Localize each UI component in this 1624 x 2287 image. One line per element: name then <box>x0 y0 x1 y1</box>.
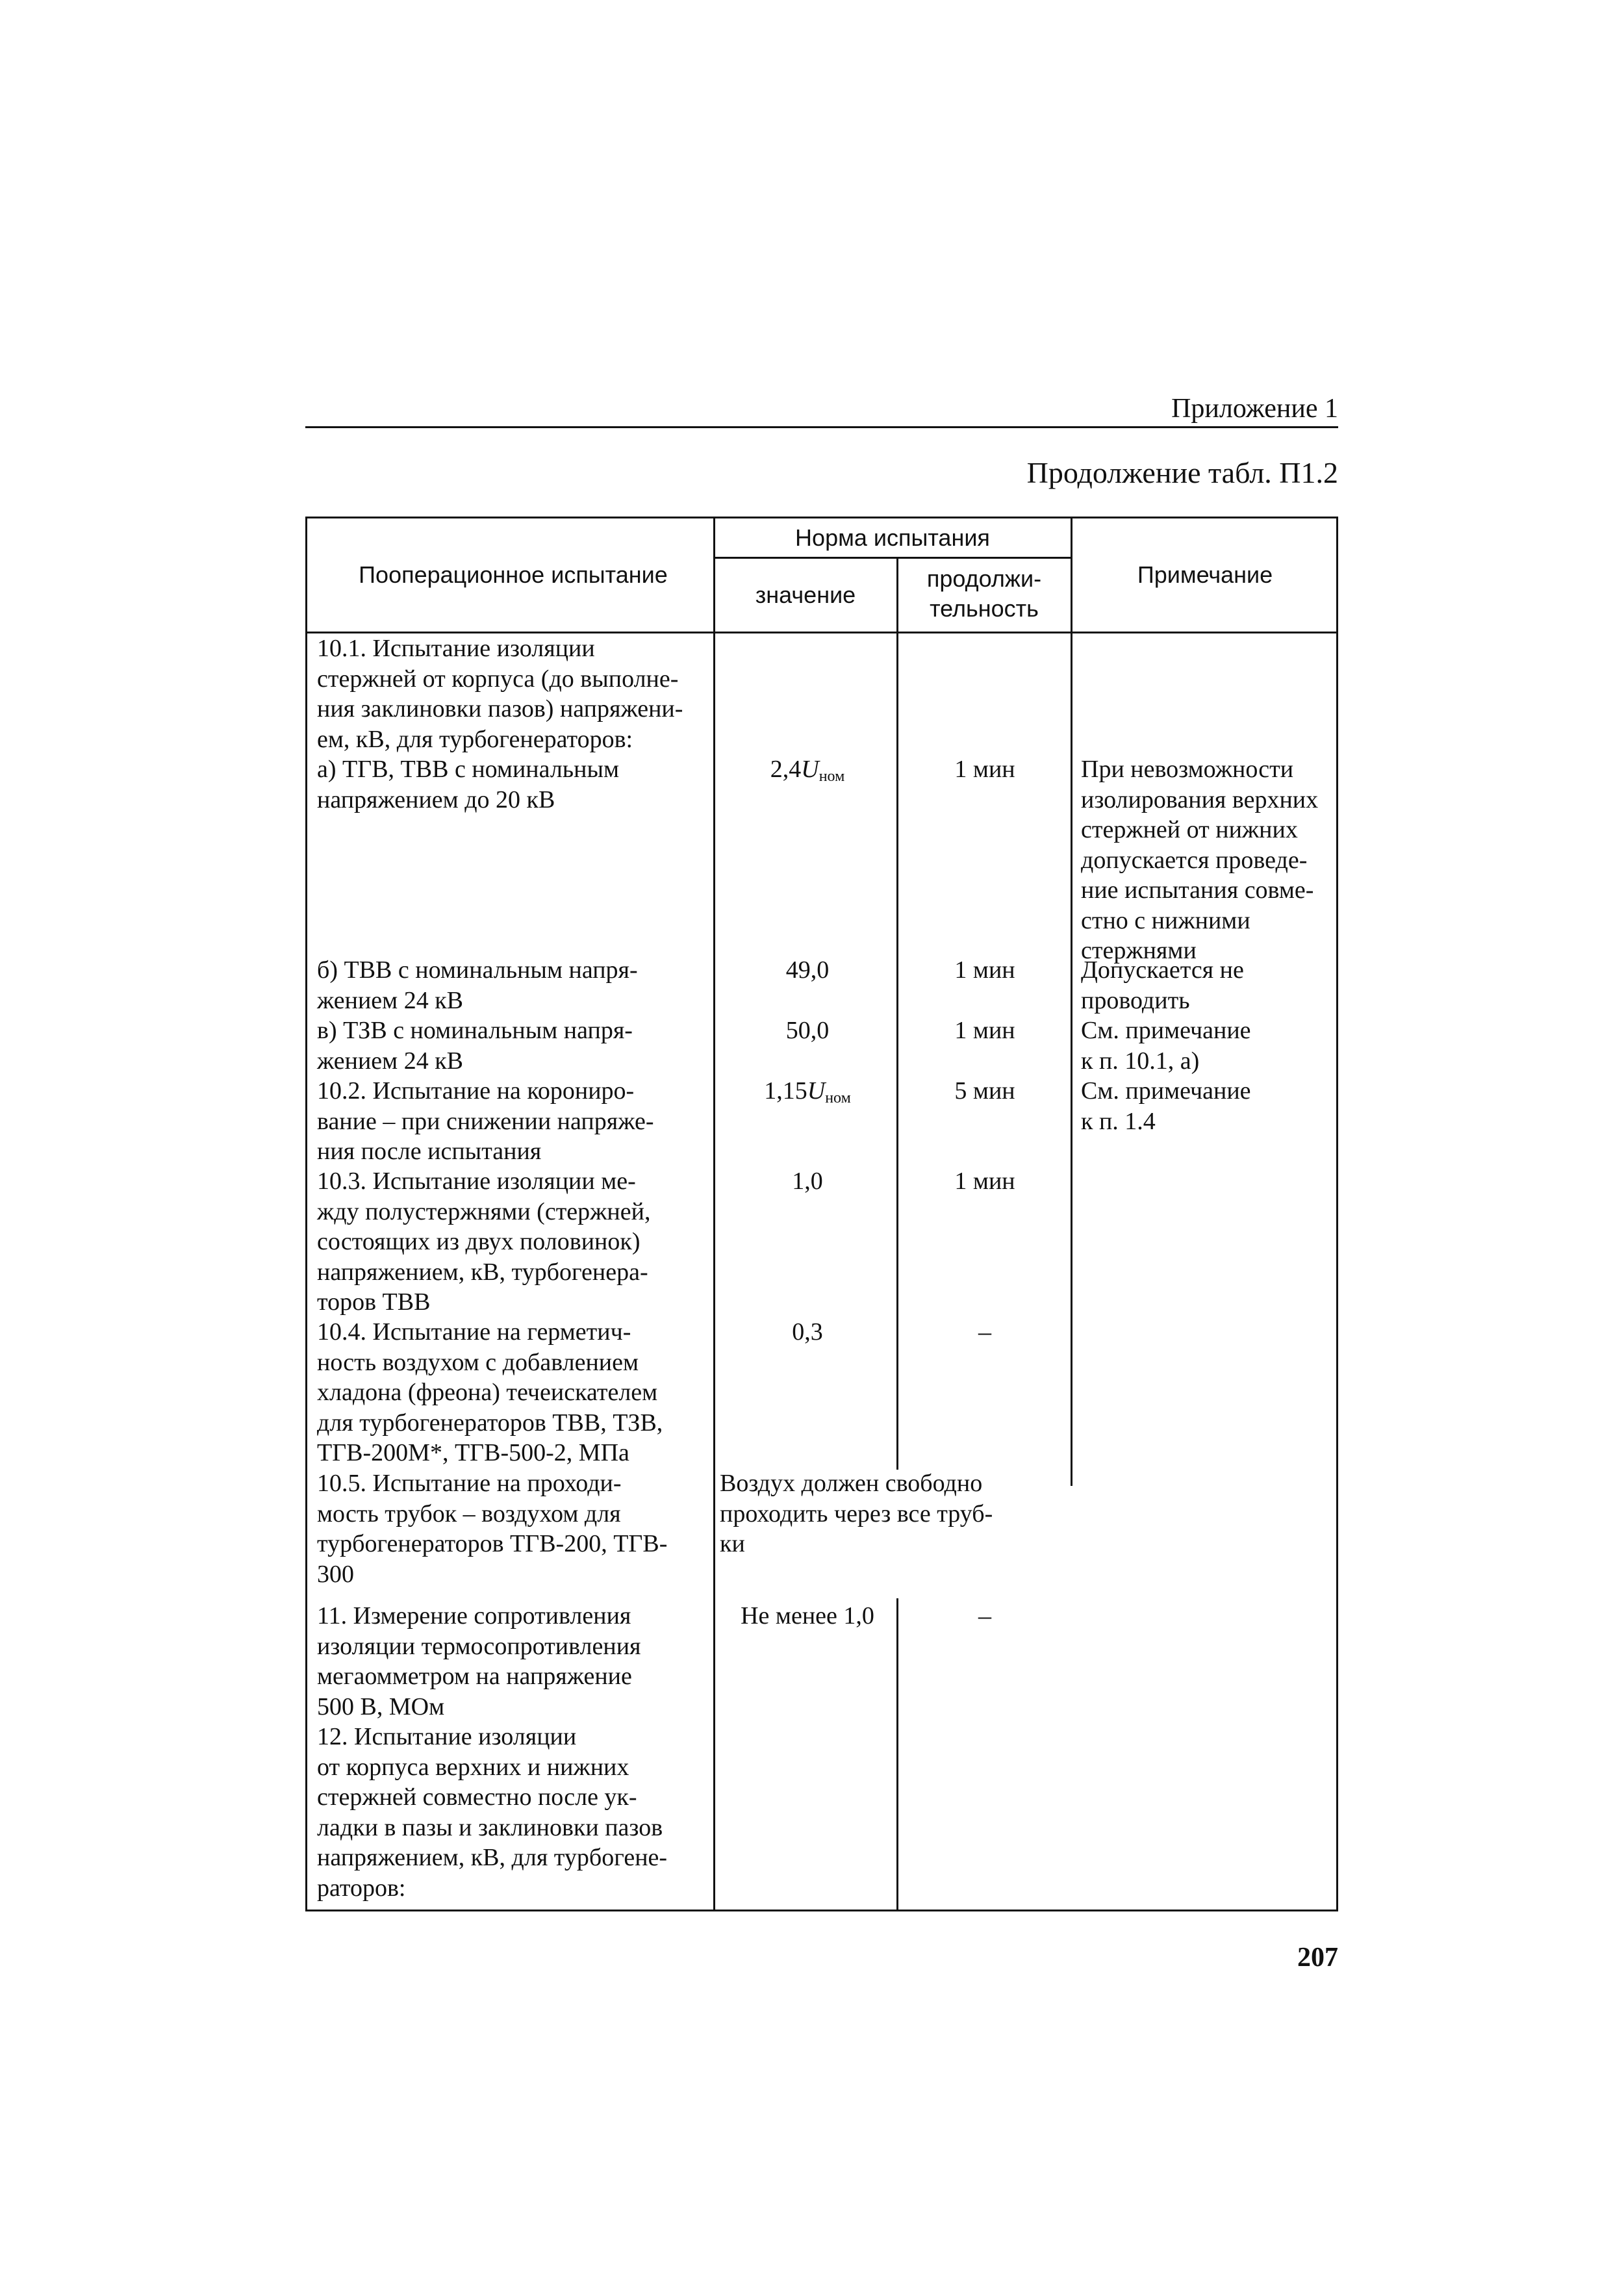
row-10-5-operation: 10.5. Испытание на проходи- мость трубок – воздухом для турбогенераторов ТГВ-200, ТГВ- 300 <box>317 1470 668 1588</box>
row-10-3-duration: 1 мин <box>954 1168 1015 1195</box>
column-divider-2-lower <box>896 1598 898 1911</box>
table-continuation-title: Продолжение табл. П1.2 <box>1026 456 1338 489</box>
row-10-4-value: 0,3 <box>792 1318 823 1346</box>
row-10-4-duration: – <box>978 1317 991 1346</box>
row-11-duration: – <box>978 1601 991 1630</box>
col-header-norm-group: Норма испытания <box>795 524 990 551</box>
row-10-1c-duration: 1 мин <box>954 1017 1015 1044</box>
row-10-1a-note: При невозможности изолирования верхних стержней от нижних допускается проведе- ние испытания совме- стно с нижними стержнями <box>1081 756 1319 964</box>
row-10-1a-duration: 1 мин <box>954 756 1015 783</box>
row-12-operation: 12. Испытание изоляции от корпуса верхних и нижних стержней совместно после ук- ладки в пазы и заклиновки пазов напряжением, кВ, для турбогене- раторов: <box>317 1723 668 1902</box>
row-10-5-norm: Воздух должен свободно проходить через все труб- ки <box>720 1470 993 1557</box>
row-10-1b-note: Допускается не проводить <box>1081 956 1244 1014</box>
row-11-operation: 11. Измерение сопротивления изоляции термосопротивления мегаомметром на напряжение 500 В, МОм <box>317 1602 641 1720</box>
header-rule <box>305 426 1338 428</box>
column-divider-2-upper <box>896 557 898 1470</box>
row-10-3-operation: 10.3. Испытание изоляции ме- жду полустержнями (стержней, состоящих из двух половинок) напряжением, кВ, турбогенера- торов ТВВ <box>317 1168 651 1316</box>
col-header-value: значение <box>755 581 856 608</box>
row-10-2-operation: 10.2. Испытание на корониро- вание – при снижении напряже- ния после испытания <box>317 1077 654 1165</box>
column-divider-3 <box>1071 517 1072 1486</box>
row-10-1c-value: 50,0 <box>785 1017 830 1044</box>
row-10-2-value: $1,15U_{ном}$ <box>764 1077 851 1106</box>
row-10-1b-value: 49,0 <box>785 956 830 984</box>
row-10-1-operation: 10.1. Испытание изоляции стержней от корпуса (до выполне- ния заклиновки пазов) напряжени- ем, кВ, для турбогенераторов: <box>317 635 683 753</box>
row-10-1a-value: $2,4U_{ном}$ <box>770 756 845 785</box>
row-10-1a-operation: а) ТГВ, ТВВ с номинальным напряжением до 20 кВ <box>317 756 620 813</box>
row-11-value: Не менее 1,0 <box>741 1602 874 1629</box>
row-10-2-note: См. примечание к п. 1.4 <box>1081 1077 1251 1135</box>
col-header-note: Примечание <box>1137 561 1273 588</box>
col-header-duration: продолжи- тельность <box>926 565 1042 622</box>
column-divider-1 <box>713 517 715 1911</box>
row-10-1b-duration: 1 мин <box>954 956 1015 984</box>
appendix-label: Приложение 1 <box>1171 394 1338 424</box>
norm-header-divider <box>713 557 1071 559</box>
row-10-1c-operation: в) ТЗВ с номинальным напря- жением 24 кВ <box>317 1017 633 1075</box>
row-10-1c-note: См. примечание к п. 10.1, а) <box>1081 1017 1251 1075</box>
row-10-4-operation: 10.4. Испытание на герметич- ность воздухом с добавлением хладона (фреона) течеискателем для турбогенераторов ТВВ, ТЗВ, ТГВ-200М*, ТГВ-500-2, МПа <box>317 1318 663 1466</box>
row-10-1b-operation: б) ТВВ с номинальным напря- жением 24 кВ <box>317 956 638 1014</box>
row-10-3-value: 1,0 <box>792 1168 823 1195</box>
page-number: 207 <box>1297 1943 1338 1973</box>
row-10-2-duration: 5 мин <box>954 1077 1015 1105</box>
col-header-operation: Пооперационное испытание <box>359 561 668 588</box>
